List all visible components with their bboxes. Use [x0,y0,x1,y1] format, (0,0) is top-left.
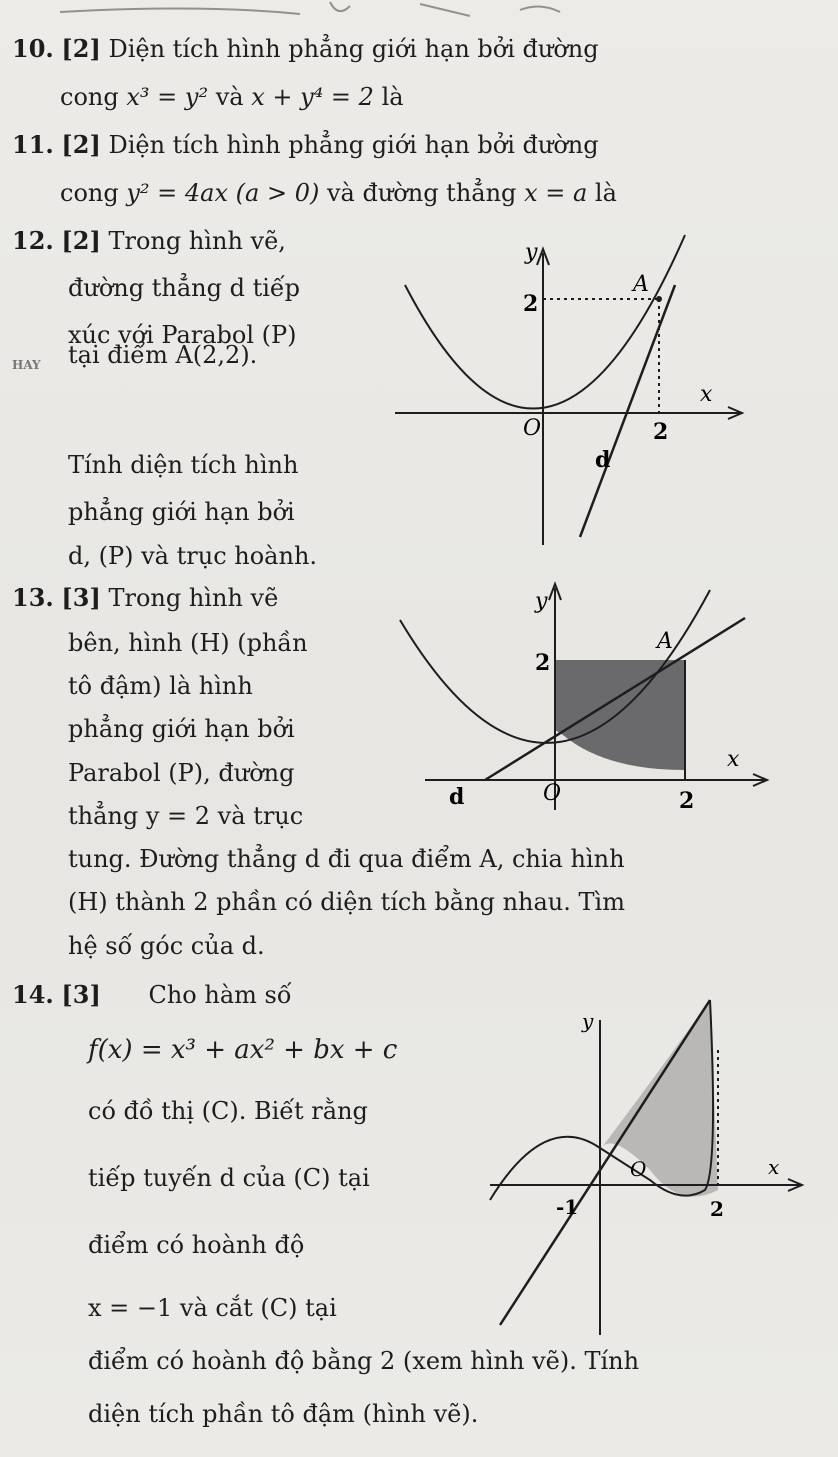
problem-10-end: là [381,83,404,111]
problem-13-text-line: hệ số góc của d. [68,932,265,960]
problem-14-text-line: Cho hàm số [148,981,292,1009]
problem-13-text-line: phẳng giới hạn bởi [68,715,295,743]
line-d-label: d [595,447,611,473]
problem-12-text-line: đường thẳng d tiếp [68,274,301,302]
guide-dashes [543,299,659,413]
problem-13-text-line: Trong hình vẽ [108,584,279,612]
x-axis-label: x [768,1155,780,1179]
problem-14-number: 14. [12,980,54,1009]
x-axis-label: x [700,382,713,407]
y-tick-label: 2 [535,650,551,676]
x-tick-label: 2 [653,419,669,445]
problem-14-text-line: có đồ thị (C). Biết rằng [88,1097,368,1125]
y-axis-label: y [525,240,538,265]
problem-13-text-line: thẳng y = 2 và trục [68,802,304,830]
problem-14-text-line: diện tích phần tô đậm (hình vẽ). [88,1400,479,1428]
y-axis-label: y [582,1009,594,1033]
problem-12-text-line: Tính diện tích hình [68,451,299,479]
problem-10-cong: cong [60,83,119,111]
problem-11-end: là [594,179,617,207]
problem-11-level: [2] [61,130,101,159]
problem-11-text: Diện tích hình phẳng giới hạn bởi đường [108,131,599,159]
problem-13-figure [385,580,785,840]
parabola-p [405,235,685,409]
problem-11-connector: và đường thẳng [326,179,517,207]
tangent-line-d [580,285,675,537]
problem-11-line-2 [60,178,617,208]
problem-13-line-1 [12,583,278,613]
problem-11-number: 11. [12,130,54,159]
problem-12-level: [2] [61,226,101,255]
y-axis-label: y [535,589,548,614]
problem-10-number: 10. [12,34,54,63]
origin-label: O [630,1157,647,1181]
shaded-region-h [555,660,685,770]
origin-label: O [523,416,542,441]
problem-10-line-2 [60,82,404,112]
problem-13-text-line: tô đậm) là hình [68,672,253,700]
problem-14-function: f(x) = x³ + ax² + bx + c [88,1035,398,1065]
problem-12-line-1 [12,226,286,256]
line-d-label: d [449,784,465,810]
problem-10-equation-2: x + y⁴ = 2 [251,83,374,111]
problem-12-text-line: Trong hình vẽ, [108,227,286,255]
problem-13-text-line: (H) thành 2 phần có diện tích bằng nhau. Tìm [68,888,625,916]
problem-12-number: 12. [12,226,54,255]
cut-off-previous-line [0,0,838,24]
problem-11-cong: cong [60,179,119,207]
x-tick-label-neg: -1 [556,1195,579,1219]
problem-10-connector: và [215,83,244,111]
problem-12-figure [385,225,785,555]
problem-10-text: Diện tích hình phẳng giới hạn bởi đường [108,35,599,63]
x-axis-label: x [727,747,740,772]
problem-13-text-line: tung. Đường thẳng d đi qua điểm A, chia hình [68,845,625,873]
problem-14-text-line: điểm có hoành độ bằng 2 (xem hình vẽ). Tính [88,1347,640,1375]
problem-14-text-line: điểm có hoành độ [88,1231,305,1259]
point-a-label: A [657,629,673,654]
problem-14-level: [3] [61,980,101,1009]
origin-label: O [543,781,562,806]
x-tick-label: 2 [679,788,695,814]
problem-14-figure [490,990,820,1340]
problem-10-equation-1: x³ = y² [126,83,209,111]
y-tick-label: 2 [523,291,539,317]
problem-11-equation-1: y² = 4ax (a > 0) [126,179,320,207]
problem-12-text-line: phẳng giới hạn bởi [68,498,295,526]
point-a [656,296,662,302]
problem-13-level: [3] [61,583,101,612]
problem-11-line-1 [12,130,599,160]
point-a-label: A [633,272,649,297]
problem-10-line-1 [12,34,599,64]
problem-13-text-line: Parabol (P), đường [68,759,295,787]
x-tick-label: 2 [710,1197,724,1221]
problem-12-text-line: xúc với Parabol (P) [68,321,297,349]
problem-12-text-line: tại điểm A(2,2). [68,341,258,369]
problem-11-equation-2: x = a [524,179,588,207]
shaded-region [600,1000,718,1197]
problem-10-level: [2] [61,34,101,63]
problem-12-text-line: d, (P) và trục hoành. [68,542,318,570]
problem-14-line-1 [12,980,292,1010]
problem-14-text-line: x = −1 và cắt (C) tại [88,1294,337,1322]
problem-14-text-line: tiếp tuyến d của (C) tại [88,1164,370,1192]
problem-13-text-line: bên, hình (H) (phần [68,629,308,657]
problem-13-number: 13. [12,583,54,612]
watermark-text: HAY [12,358,41,372]
